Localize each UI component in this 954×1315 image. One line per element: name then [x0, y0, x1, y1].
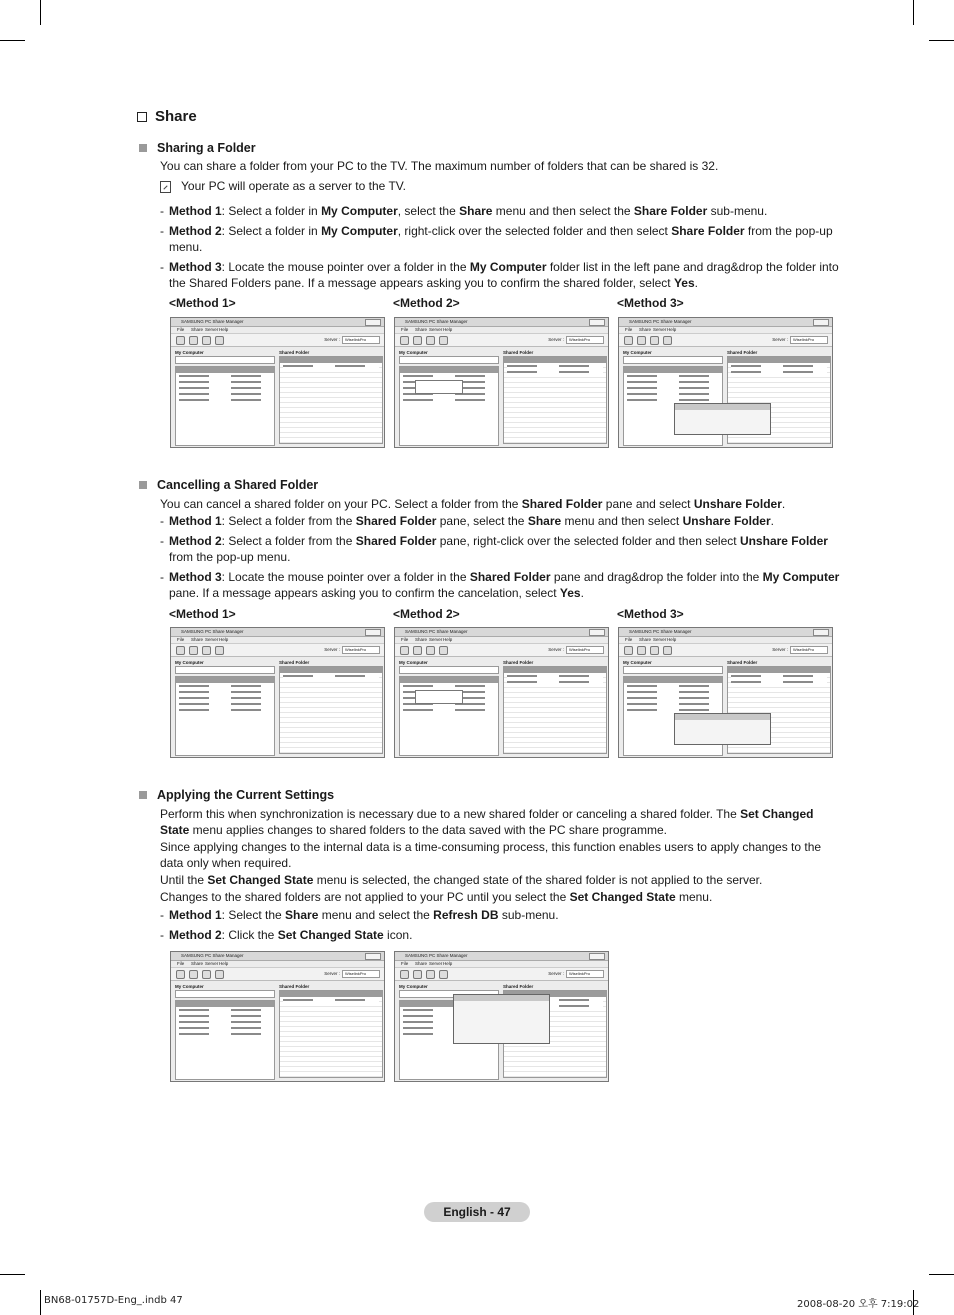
window-controls-icon: [589, 629, 605, 636]
toolbar-icon: [202, 336, 211, 345]
apply-p3: Until the Set Changed State menu is selected, the changed state of the shared folder is not applied to the server.: [160, 873, 763, 887]
list-item: [179, 708, 271, 713]
list-item: [403, 684, 495, 689]
my-computer-pane: [175, 350, 275, 445]
menu-item: Server: [429, 637, 443, 642]
list-item: [179, 1008, 271, 1013]
method-label: <Method 2>: [393, 296, 460, 310]
shared-folder-pane: [503, 660, 607, 755]
toolbar: [619, 644, 832, 657]
crop-mark: [0, 40, 25, 41]
server-select: WiselinkPro: [342, 336, 380, 344]
list-item: [731, 364, 827, 369]
crop-mark: [0, 1274, 25, 1275]
toolbar: [171, 968, 384, 981]
menu-bar: [171, 961, 384, 968]
window-titlebar: [619, 318, 832, 327]
toolbar-icon: [202, 970, 211, 979]
bullet-icon: [139, 144, 147, 152]
sharing-note: Your PC will operate as a server to the TV.: [160, 178, 406, 194]
pane-label: My Computer: [175, 350, 204, 355]
pane-label: My Computer: [399, 984, 428, 989]
pane-label: Shared Folder: [279, 660, 310, 665]
list-item: [627, 702, 719, 707]
toolbar-icon: [624, 646, 633, 655]
drive-combo: [175, 990, 275, 998]
menu-item: Help: [443, 327, 453, 332]
server-label: Server :: [324, 647, 340, 652]
footer-file: BN68-01757D-Eng_.indb 47: [44, 1295, 183, 1306]
list-item: [179, 374, 271, 379]
server-select: WiselinkPro: [566, 646, 604, 654]
pane-label: My Computer: [175, 660, 204, 665]
window-titlebar: [171, 952, 384, 961]
bullet-icon: [139, 481, 147, 489]
server-select: WiselinkPro: [566, 336, 604, 344]
pane-label: Shared Folder: [503, 350, 534, 355]
toolbar-icon: [413, 970, 422, 979]
menu-item: Server: [205, 327, 219, 332]
menu-item: Share: [415, 961, 428, 966]
method-label: <Method 1>: [169, 296, 236, 310]
list-item: [627, 374, 719, 379]
list-item: [179, 386, 271, 391]
app-screenshot: [170, 627, 385, 758]
window-title: SAMSUNG PC Share Manager: [629, 629, 692, 634]
menu-item: File: [401, 637, 409, 642]
toolbar-icon: [439, 970, 448, 979]
toolbar-icon: [663, 336, 672, 345]
checkbox-icon: [137, 112, 147, 122]
confirm-dialog: [674, 403, 771, 435]
menu-item: Help: [667, 637, 677, 642]
cancel-intro: You can cancel a shared folder on your PC. Select a folder from the Shared Folder pane and select Unshare Folder.: [160, 497, 786, 511]
drive-combo: [399, 666, 499, 674]
page-number-badge: English - 47: [424, 1202, 530, 1222]
subheading-sharing: Sharing a Folder: [139, 141, 256, 155]
menu-item: Share: [191, 961, 204, 966]
pane-label: My Computer: [623, 350, 652, 355]
menu-item: Share: [415, 637, 428, 642]
menu-item: Share: [191, 637, 204, 642]
toolbar: [395, 334, 608, 347]
window-titlebar: [619, 628, 832, 637]
list-item: [627, 380, 719, 385]
shared-list: [503, 666, 607, 754]
server-label: Server :: [772, 337, 788, 342]
list-item: [627, 386, 719, 391]
window-title: SAMSUNG PC Share Manager: [405, 629, 468, 634]
window-controls-icon: [813, 319, 829, 326]
menu-bar: [171, 637, 384, 644]
toolbar-icon: [663, 646, 672, 655]
list-item: [507, 364, 603, 369]
app-screenshot: [394, 951, 609, 1082]
shared-list: [279, 666, 383, 754]
sharing-intro: You can share a folder from your PC to the TV. The maximum number of folders that can be shared is 32.: [160, 159, 719, 173]
list-item: [179, 398, 271, 403]
toolbar-icon: [215, 970, 224, 979]
list-item: [179, 696, 271, 701]
folder-list: [175, 366, 275, 446]
toolbar-icon: [202, 646, 211, 655]
crop-mark: [929, 1274, 954, 1275]
list-item: [179, 1020, 271, 1025]
menu-item: Help: [219, 637, 229, 642]
server-label: Server :: [324, 337, 340, 342]
list-item: [507, 370, 603, 375]
menu-bar: [619, 327, 832, 334]
server-select: WiselinkPro: [342, 970, 380, 978]
menu-item: Help: [443, 961, 453, 966]
toolbar-icon: [637, 646, 646, 655]
window-title: SAMSUNG PC Share Manager: [181, 629, 244, 634]
crop-mark: [929, 40, 954, 41]
menu-item: Help: [667, 327, 677, 332]
pane-label: Shared Folder: [727, 350, 758, 355]
cancel-method-1: - Method 1: Select a folder from the Shared Folder pane, select the Share menu and then select Unshare Folder.: [160, 514, 774, 528]
window-controls-icon: [365, 953, 381, 960]
bullet-icon: [139, 791, 147, 799]
toolbar-icon: [215, 336, 224, 345]
toolbar-icon: [176, 646, 185, 655]
list-item: [283, 364, 379, 369]
menu-item: Share: [639, 637, 652, 642]
toolbar-icon: [400, 970, 409, 979]
window-titlebar: [395, 628, 608, 637]
menu-item: Help: [219, 327, 229, 332]
crop-mark: [913, 0, 914, 25]
toolbar: [171, 334, 384, 347]
shared-list: [279, 356, 383, 444]
menu-item: Help: [443, 637, 453, 642]
pane-label: Shared Folder: [503, 660, 534, 665]
window-controls-icon: [589, 953, 605, 960]
apply-p1: Perform this when synchronization is necessary due to a new shared folder or canceling a shared folder. The Set Changed State menu applies changes to shared folders to the data saved with the PC share programme.: [160, 807, 814, 837]
pane-label: Shared Folder: [279, 984, 310, 989]
pane-label: My Computer: [399, 350, 428, 355]
list-item: [627, 684, 719, 689]
my-computer-pane: [175, 660, 275, 755]
window-controls-icon: [365, 319, 381, 326]
toolbar-icon: [400, 336, 409, 345]
footer-date: 2008-08-20 오후 7:19:02: [797, 1299, 920, 1310]
toolbar-icon: [426, 336, 435, 345]
toolbar-icon: [413, 336, 422, 345]
apply-p4: Changes to the shared folders are not applied to your PC until you select the Set Changed State menu.: [160, 890, 713, 904]
toolbar-icon: [400, 646, 409, 655]
shared-folder-pane: [279, 350, 383, 445]
toolbar: [395, 968, 608, 981]
app-screenshot: [170, 951, 385, 1082]
window-title: SAMSUNG PC Share Manager: [629, 319, 692, 324]
menu-bar: [619, 637, 832, 644]
server-select: WiselinkPro: [342, 646, 380, 654]
window-titlebar: [171, 628, 384, 637]
list-item: [403, 398, 495, 403]
toolbar-icon: [215, 646, 224, 655]
server-select: WiselinkPro: [790, 646, 828, 654]
toolbar-icon: [650, 646, 659, 655]
list-item: [179, 380, 271, 385]
window-titlebar: [171, 318, 384, 327]
toolbar-icon: [426, 970, 435, 979]
sharing-method-3: - Method 3: Locate the mouse pointer over a folder in the My Computer folder list in the left pane and drag&drop the folder into the Shared Folders pane. If a message appears asking you to confirm the shared folder, select Yes.: [160, 260, 839, 290]
list-item: [627, 696, 719, 701]
menu-bar: [171, 327, 384, 334]
list-item: [283, 998, 379, 1003]
list-item: [627, 690, 719, 695]
menu-item: Server: [429, 327, 443, 332]
drive-combo: [623, 666, 723, 674]
menu-item: Share: [415, 327, 428, 332]
my-computer-pane: [399, 660, 499, 755]
list-item: [731, 370, 827, 375]
toolbar-icon: [413, 646, 422, 655]
list-item: [627, 392, 719, 397]
list-item: [403, 374, 495, 379]
window-titlebar: [395, 318, 608, 327]
my-computer-pane: [175, 984, 275, 1079]
server-label: Server :: [548, 971, 564, 976]
apply-method-1: - Method 1: Select the Share menu and select the Refresh DB sub-menu.: [160, 908, 559, 922]
menu-item: File: [625, 327, 633, 332]
menu-item: Server: [205, 637, 219, 642]
method-label: <Method 3>: [617, 296, 684, 310]
pane-label: My Computer: [175, 984, 204, 989]
subheading-apply: Applying the Current Settings: [139, 788, 334, 802]
list-item: [403, 708, 495, 713]
toolbar: [171, 644, 384, 657]
toolbar-icon: [624, 336, 633, 345]
menu-item: File: [177, 327, 185, 332]
window-controls-icon: [813, 629, 829, 636]
folder-list: [399, 676, 499, 756]
list-item: [283, 674, 379, 679]
context-menu: [415, 380, 463, 394]
confirm-dialog: [674, 713, 771, 745]
menu-item: Server: [653, 327, 667, 332]
pane-label: My Computer: [623, 660, 652, 665]
toolbar-icon: [189, 970, 198, 979]
method-label: <Method 2>: [393, 607, 460, 621]
toolbar-icon: [439, 646, 448, 655]
window-title: SAMSUNG PC Share Manager: [405, 953, 468, 958]
menu-bar: [395, 961, 608, 968]
menu-item: File: [177, 961, 185, 966]
crop-mark: [40, 1290, 41, 1315]
toolbar-icon: [189, 336, 198, 345]
sharing-method-1: - Method 1: Select a folder in My Computer, select the Share menu and then select the Share Folder sub-menu.: [160, 204, 768, 218]
toolbar-icon: [176, 336, 185, 345]
cancel-method-3: - Method 3: Locate the mouse pointer over a folder in the Shared Folder pane and drag&drop the folder into the My Computer pane. If a message appears asking you to confirm the cancelation, select Yes.: [160, 570, 840, 600]
toolbar-icon: [650, 336, 659, 345]
list-item: [179, 1026, 271, 1031]
menu-bar: [395, 637, 608, 644]
server-select: WiselinkPro: [566, 970, 604, 978]
list-item: [731, 680, 827, 685]
apply-p2: Since applying changes to the internal data is a time-consuming process, this function enables users to apply changes to the data only when required.: [160, 840, 822, 870]
list-item: [179, 1032, 271, 1037]
list-item: [507, 674, 603, 679]
menu-item: File: [401, 327, 409, 332]
pane-label: Shared Folder: [727, 660, 758, 665]
subheading-cancel: Cancelling a Shared Folder: [139, 478, 318, 492]
cancel-method-2: - Method 2: Select a folder from the Shared Folder pane, right-click over the selected folder and then select Unshare Folder from the pop-up menu.: [160, 534, 828, 564]
toolbar: [395, 644, 608, 657]
pane-label: Shared Folder: [279, 350, 310, 355]
context-menu: [415, 690, 463, 704]
apply-method-2: - Method 2: Click the Set Changed State icon.: [160, 928, 413, 942]
app-screenshot: [170, 317, 385, 448]
server-select: WiselinkPro: [790, 336, 828, 344]
toolbar-icon: [439, 336, 448, 345]
method-label: <Method 3>: [617, 607, 684, 621]
menu-item: Server: [205, 961, 219, 966]
menu-item: Server: [429, 961, 443, 966]
pane-label: My Computer: [399, 660, 428, 665]
window-title: SAMSUNG PC Share Manager: [181, 319, 244, 324]
server-update-dialog: [453, 994, 550, 1044]
sharing-method-2: - Method 2: Select a folder in My Computer, right-click over the selected folder and then select Share Folder from the pop-up menu.: [160, 224, 833, 254]
folder-list: [399, 366, 499, 446]
shared-list: [503, 356, 607, 444]
menu-item: Server: [653, 637, 667, 642]
list-item: [731, 674, 827, 679]
pane-label: Shared Folder: [503, 984, 534, 989]
crop-mark: [40, 0, 41, 25]
list-item: [179, 702, 271, 707]
list-item: [179, 392, 271, 397]
list-item: [179, 690, 271, 695]
app-screenshot: [618, 627, 833, 758]
server-label: Server :: [548, 647, 564, 652]
list-item: [507, 680, 603, 685]
window-controls-icon: [589, 319, 605, 326]
shared-folder-pane: [279, 984, 383, 1079]
folder-list: [175, 1000, 275, 1080]
folder-list: [175, 676, 275, 756]
server-label: Server :: [772, 647, 788, 652]
menu-bar: [395, 327, 608, 334]
list-item: [179, 684, 271, 689]
list-item: [179, 1014, 271, 1019]
method-label: <Method 1>: [169, 607, 236, 621]
menu-item: Help: [219, 961, 229, 966]
toolbar-icon: [189, 646, 198, 655]
menu-item: File: [625, 637, 633, 642]
toolbar-icon: [176, 970, 185, 979]
menu-item: Share: [639, 327, 652, 332]
app-screenshot: [394, 627, 609, 758]
window-title: SAMSUNG PC Share Manager: [405, 319, 468, 324]
window-title: SAMSUNG PC Share Manager: [181, 953, 244, 958]
drive-combo: [175, 356, 275, 364]
drive-combo: [623, 356, 723, 364]
my-computer-pane: [399, 350, 499, 445]
shared-folder-pane: [503, 350, 607, 445]
shared-folder-pane: [279, 660, 383, 755]
window-titlebar: [395, 952, 608, 961]
app-screenshot: [394, 317, 609, 448]
server-label: Server :: [548, 337, 564, 342]
toolbar-icon: [637, 336, 646, 345]
toolbar: [619, 334, 832, 347]
menu-item: File: [401, 961, 409, 966]
toolbar-icon: [426, 646, 435, 655]
server-label: Server :: [324, 971, 340, 976]
app-screenshot: [618, 317, 833, 448]
shared-list: [279, 990, 383, 1078]
menu-item: Share: [191, 327, 204, 332]
note-icon: [160, 181, 171, 193]
drive-combo: [175, 666, 275, 674]
section-title: Share: [137, 108, 197, 125]
window-controls-icon: [365, 629, 381, 636]
menu-item: File: [177, 637, 185, 642]
drive-combo: [399, 356, 499, 364]
